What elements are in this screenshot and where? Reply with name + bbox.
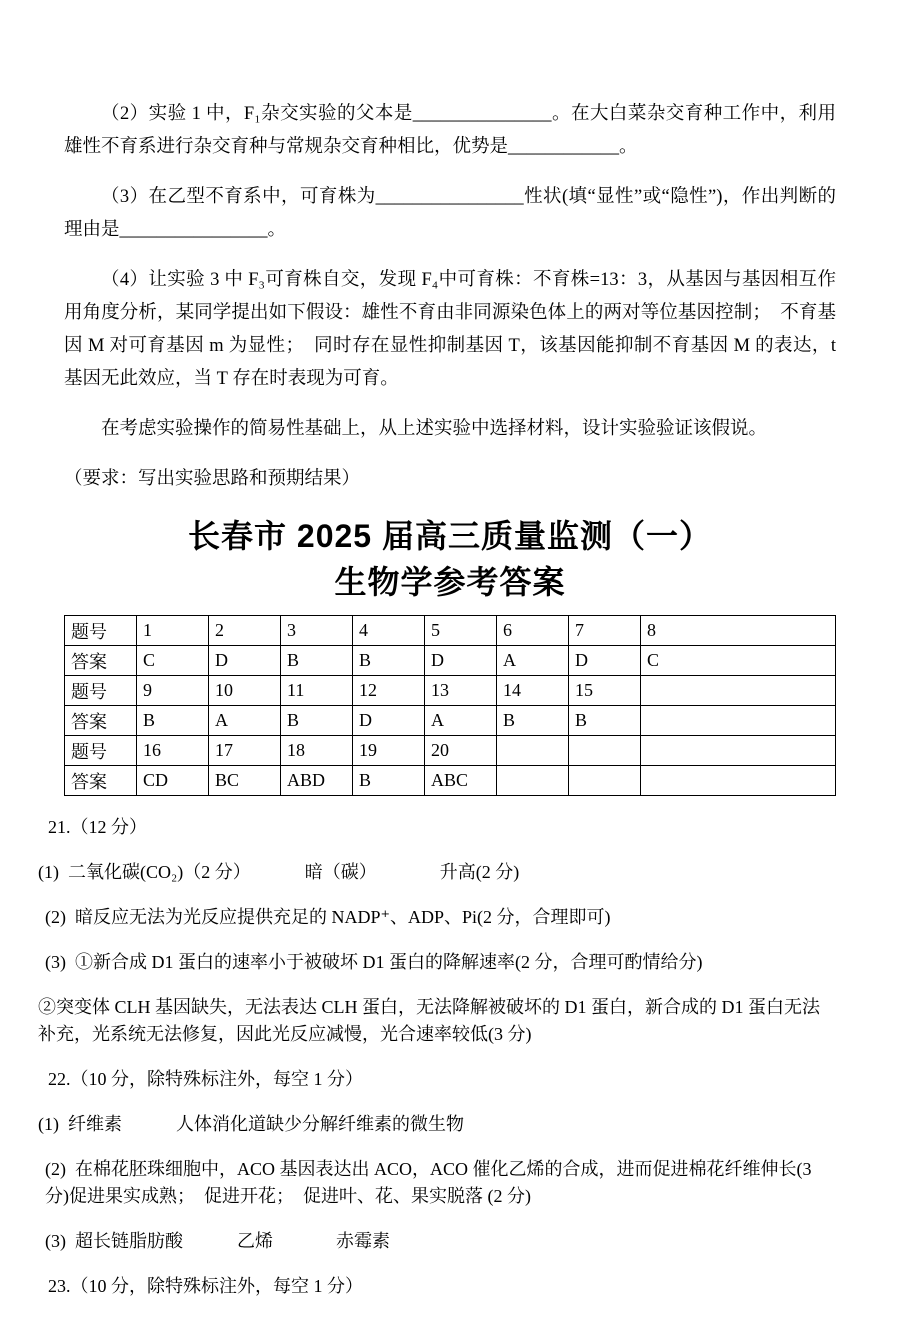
- answer-cell: 5: [425, 616, 497, 646]
- answer-table-row: [65, 676, 836, 706]
- answer-line-q22-head: 22.（10 分，除特殊标注外，每空 1 分）: [48, 1069, 363, 1089]
- answer-cell: D: [209, 646, 281, 676]
- question-requirements-note: （要求：写出实验思路和预期结果）: [64, 469, 361, 489]
- answer-cell: 20: [425, 736, 497, 766]
- question-closing-instruction: 在考虑实验操作的简易性基础上，从上述实验中选择材料，设计实验验证该假说。: [101, 419, 768, 439]
- answer-cell: 16: [137, 736, 209, 766]
- answer-cell: D: [353, 706, 425, 736]
- answer-cell: [497, 736, 569, 766]
- answer-table-row: [65, 766, 836, 796]
- row-label-cell: 题号: [65, 616, 137, 646]
- row-label-cell: 答案: [65, 706, 137, 736]
- answer-cell: B: [497, 706, 569, 736]
- row-label-cell: 答案: [65, 766, 137, 796]
- answer-table: [64, 615, 836, 796]
- answer-cell: [641, 676, 836, 706]
- answer-cell: 6: [497, 616, 569, 646]
- answer-cell: ABC: [425, 766, 497, 796]
- answer-cell: B: [281, 646, 353, 676]
- answer-key-title-line1: 长春市 2025 届高三质量监测（一）: [188, 518, 712, 554]
- answer-cell: C: [137, 646, 209, 676]
- answer-cell: [569, 736, 641, 766]
- answer-line-q22-3: (3) 超长链脂肪酸 乙烯 赤霉素: [45, 1231, 390, 1251]
- answer-line-q23-head: 23.（10 分，除特殊标注外，每空 1 分）: [48, 1276, 363, 1296]
- answer-table-row: [65, 646, 836, 676]
- answer-cell: B: [353, 646, 425, 676]
- question-paragraph-4: （4）让实验 3 中 F₃可育株自交，发现 F₄中可育株：不育株=13：3，从基因与基因相互作用角度分析，某同学提出如下假设：雄性不育由非同源染色体上的两对等位基因控制； 不育基因 M 对可育基因 m 为显性； 同时存在显性抑制基因 T，该基因能抑制不育基因 M 的表达，t 基因无此效应，当 T 存在时表现为可育。: [64, 270, 841, 389]
- question-paragraph-3: （3）在乙型不育系中，可育株为________________性状(填“显性”或“隐性”)，作出判断的理由是________________。: [64, 187, 836, 240]
- answer-line-q21-1: (1) 二氧化碳(CO₂)（2 分） 暗（碳） 升高(2 分): [38, 862, 520, 882]
- answer-cell: 19: [353, 736, 425, 766]
- answer-key-title-line2: 生物学参考答案: [334, 564, 566, 600]
- answer-cell: [569, 766, 641, 796]
- answer-cell: B: [137, 706, 209, 736]
- question-paragraph-2: （2）实验 1 中，F₁杂交实验的父本是_______________。在大白菜杂交育种工作中，利用雄性不育系进行杂交育种与常规杂交育种相比，优势是____________。: [64, 104, 836, 157]
- row-label-cell: 题号: [65, 676, 137, 706]
- answer-cell: 9: [137, 676, 209, 706]
- answer-cell: C: [641, 646, 836, 676]
- answer-cell: B: [569, 706, 641, 736]
- row-label-cell: 答案: [65, 646, 137, 676]
- answer-cell: 1: [137, 616, 209, 646]
- answer-cell: 2: [209, 616, 281, 646]
- answer-cell: 18: [281, 736, 353, 766]
- answer-table-row: [65, 706, 836, 736]
- answer-cell: CD: [137, 766, 209, 796]
- answer-key-header: [64, 513, 836, 605]
- answer-cell: A: [425, 706, 497, 736]
- answer-line-q22-2: (2) 在棉花胚珠细胞中，ACO 基因表达出 ACO，ACO 催化乙烯的合成，进而促进棉花纤维伸长(3 分)促进果实成熟； 促进开花； 促进叶、花、果实脱落 (2 分): [45, 1159, 816, 1206]
- answer-cell: [641, 736, 836, 766]
- answer-cell: 10: [209, 676, 281, 706]
- answer-cell: A: [209, 706, 281, 736]
- answer-cell: 3: [281, 616, 353, 646]
- answer-table-body: [65, 616, 836, 796]
- free-response-answers-section: [38, 814, 836, 1300]
- answer-cell: 15: [569, 676, 641, 706]
- answer-cell: B: [281, 706, 353, 736]
- answer-cell: D: [425, 646, 497, 676]
- answer-cell: A: [497, 646, 569, 676]
- answer-cell: ABD: [281, 766, 353, 796]
- answer-cell: [497, 766, 569, 796]
- answer-cell: BC: [209, 766, 281, 796]
- answer-cell: 13: [425, 676, 497, 706]
- answer-line-q21-head: 21.（12 分）: [48, 817, 147, 837]
- answer-cell: 4: [353, 616, 425, 646]
- answer-cell: 17: [209, 736, 281, 766]
- row-label-cell: 题号: [65, 736, 137, 766]
- answer-cell: 7: [569, 616, 641, 646]
- answer-cell: [641, 766, 836, 796]
- answer-cell: 11: [281, 676, 353, 706]
- answer-table-row: [65, 736, 836, 766]
- answer-cell: 8: [641, 616, 836, 646]
- answer-cell: [641, 706, 836, 736]
- answer-cell: D: [569, 646, 641, 676]
- answer-line-q21-2: (2) 暗反应无法为光反应提供充足的 NADP⁺、ADP、Pi(2 分，合理即可): [45, 907, 611, 927]
- answer-cell: 12: [353, 676, 425, 706]
- question-section: [64, 98, 841, 496]
- answer-line-q21-3b: ②突变体 CLH 基因缺失，无法表达 CLH 蛋白，无法降解被破坏的 D1 蛋白，新合成的 D1 蛋白无法补充，光系统无法修复，因此光反应减慢，光合速率较低(3 分): [38, 997, 820, 1044]
- answer-cell: 14: [497, 676, 569, 706]
- answer-line-q21-3a: (3) ①新合成 D1 蛋白的速率小于被破坏 D1 蛋白的降解速率(2 分，合理可酌情给分): [45, 952, 703, 972]
- answer-line-q22-1: (1) 纤维素 人体消化道缺少分解纤维素的微生物: [38, 1114, 464, 1134]
- answer-table-row: [65, 616, 836, 646]
- answer-cell: B: [353, 766, 425, 796]
